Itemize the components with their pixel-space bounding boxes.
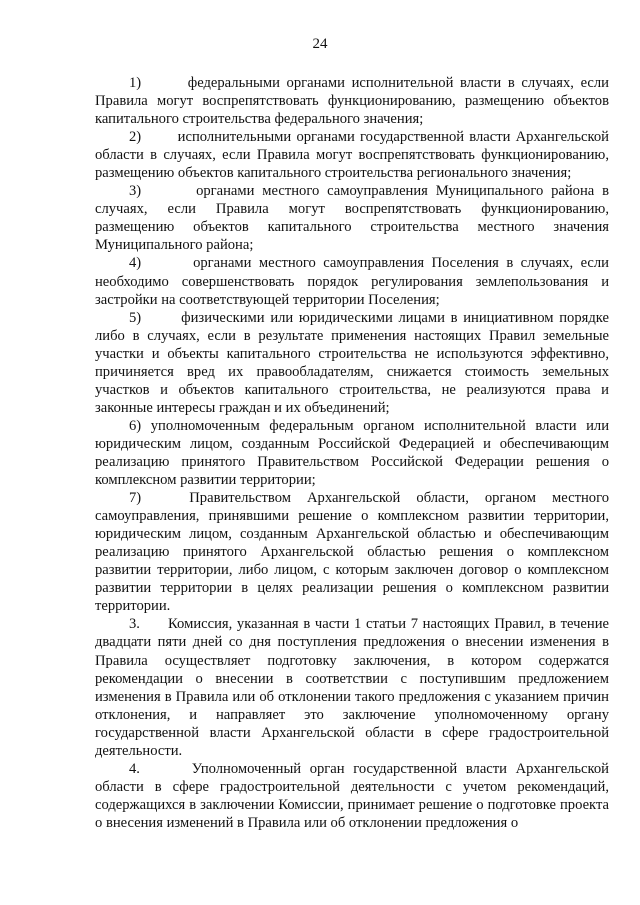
- list-item-3-district-self-government: 3) органами местного самоуправления Муниципального района в случаях, если Правила могут воспрепятствовать функционированию, размещению объектов капитального строительства местного значения Муниципального района;: [95, 183, 609, 254]
- list-item-4-settlement-self-government: 4) органами местного самоуправления Поселения в случаях, если необходимо совершенствовать порядок регулирования землепользования и застройки на соответствующей территории Поселения;: [95, 255, 609, 308]
- list-item-2-regional-authorities: 2) исполнительными органами государственной власти Архангельской области в случаях, если Правила могут воспрепятствовать функционированию, размещению объектов капитального строительства регионального значения;: [95, 129, 609, 182]
- clause-4-authorized-body-decision: 4. Уполномоченный орган государственной власти Архангельской области в сфере градостроительной деятельности с учетом рекомендаций, содержащихся в заключении Комиссии, принимает решение о подготовке проекта о внесения изменений в Правила или об отклонении предложения о: [95, 760, 609, 831]
- list-item-1-federal-authorities: 1) федеральными органами исполнительной власти в случаях, если Правила могут воспрепятствовать функционированию, размещению объектов капитального строительства федерального значения;: [95, 75, 609, 128]
- document-body: [95, 74, 609, 832]
- list-item-5-individuals-and-legal-entities: 5) физическими или юридическими лицами в инициативном порядке либо в случаях, если в результате применения настоящих Правил земельные участки и объекты капитального строительства не используются эффективно, причиняется вред их правообладателям, снижается стоимость земельных участков и объектов капитального строительства, не реализуются права и законные интересы граждан и их объединений;: [95, 309, 609, 416]
- list-item-7-regional-government: 7) Правительством Архангельской области, органом местного самоуправления, принявшими решение о комплексном развитии территории, юридическим лицом, созданным Архангельской областью и обеспечивающим реализацию принятого Архангельской областью решения о комплексном развитии территории, либо лицом, с которым заключен договор о комплексном развитии территории в целях реализации решения о комплексном развитии территории.: [95, 490, 609, 615]
- clause-3-commission-conclusion: 3. Комиссия, указанная в части 1 статьи 7 настоящих Правил, в течение двадцати пяти дней со дня поступления предложения о внесении изменения в Правила осуществляет подготовку заключения, в котором содержатся рекомендации о внесении в соответствии с поступившим предложением изменения в Правила или об отклонении такого предложения с указанием причин отклонения, и направляет это заключение уполномоченному органу государственной власти Архангельской области в сфере градостроительной деятельности.: [95, 616, 609, 759]
- list-item-6-federal-authorized-body: 6) уполномоченным федеральным органом исполнительной власти или юридическим лицом, созданным Российской Федерацией и обеспечивающим реализацию принятого Правительством Российской Федерации решения о комплексном развитии территории;: [95, 417, 609, 489]
- page-number: 24: [312, 36, 328, 52]
